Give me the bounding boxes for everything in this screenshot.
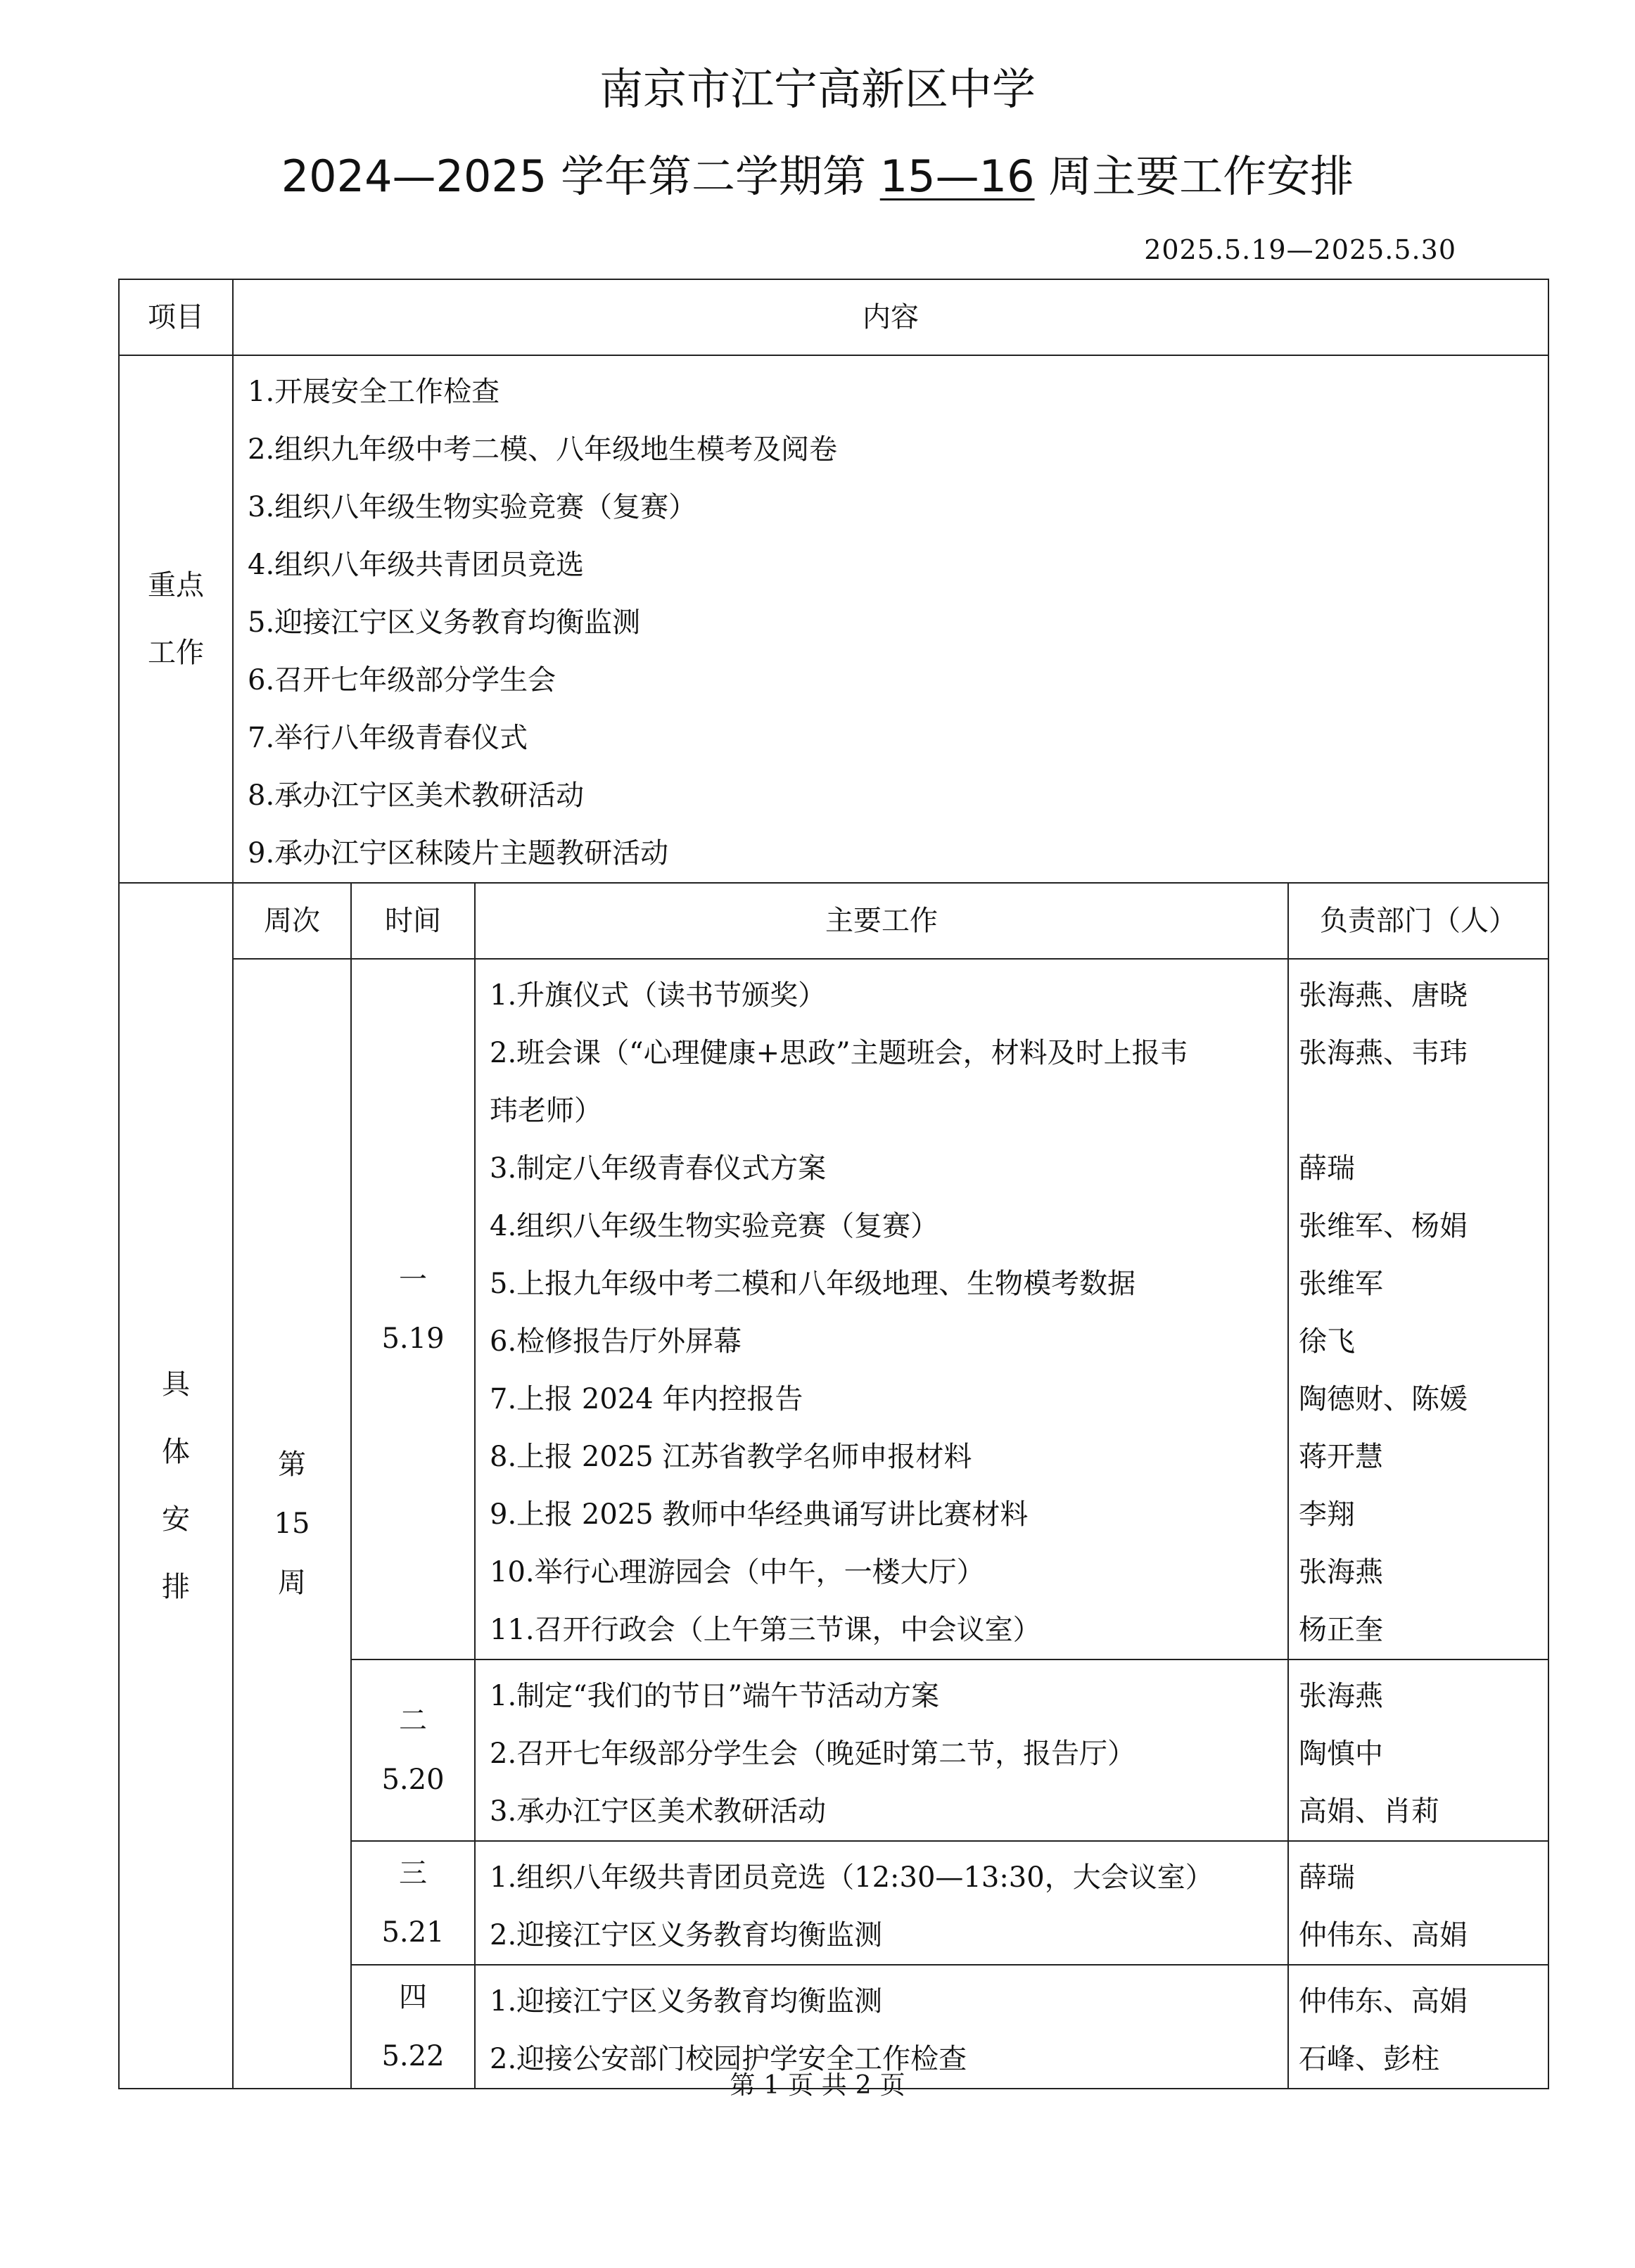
owner-item: 仲伟东、高娟 <box>1299 1985 1468 2018</box>
title-suffix: 周主要工作安排 <box>1034 151 1354 202</box>
list-item: 5.上报九年级中考二模和八年级地理、生物模考数据 <box>490 1268 1136 1300</box>
list-item: 3.承办江宁区美术教研活动 <box>490 1795 827 1828</box>
day-cell <box>351 1841 475 1965</box>
day-row-mon <box>119 959 1548 1659</box>
day-name: 二 <box>399 1705 427 1737</box>
page-prefix: 第 <box>730 2071 756 2100</box>
list-item: 11.召开行政会（上午第三节课，中会议室） <box>490 1614 1041 1646</box>
owner-item: 张维军 <box>1299 1268 1383 1300</box>
owner-item: 陶慎中 <box>1299 1738 1383 1770</box>
day-cell <box>351 959 475 1659</box>
list-item: 2.迎接江宁区义务教育均衡监测 <box>490 1919 883 1951</box>
key-work-label <box>119 355 233 883</box>
day-date: 5.19 <box>381 1323 445 1355</box>
col-week-header: 周次 <box>233 883 351 959</box>
day-name: 一 <box>399 1263 427 1296</box>
owner-item: 薛瑞 <box>1299 1152 1355 1185</box>
list-item: 8.上报 2025 江苏省教学名师申报材料 <box>490 1441 972 1473</box>
work-cell <box>475 1659 1288 1841</box>
owner-item: 石峰、彭柱 <box>1299 2043 1439 2075</box>
list-item: 3.组织八年级生物实验竞赛（复赛） <box>248 491 697 523</box>
title-weeks: 15—16 <box>879 151 1035 202</box>
owner-item <box>1299 1082 1548 1140</box>
week-label <box>233 959 351 2089</box>
list-item: 2.组织九年级中考二模、八年级地生模考及阅卷 <box>248 433 838 466</box>
owner-item: 薛瑞 <box>1299 1861 1355 1894</box>
owner-item: 杨正奎 <box>1299 1614 1383 1646</box>
list-item: 1.制定“我们的节日”端午节活动方案 <box>490 1680 940 1712</box>
page-total: 2 <box>855 2071 872 2100</box>
page-footer <box>0 2068 1635 2103</box>
page-number: 1 <box>763 2071 780 2100</box>
header-row <box>119 279 1548 355</box>
key-work-label-text: 重点 工作 <box>148 569 204 669</box>
list-item: 4.组织八年级共青团员竞选 <box>248 549 585 581</box>
owner-item: 徐飞 <box>1299 1325 1355 1358</box>
owner-item: 蒋开慧 <box>1299 1441 1383 1473</box>
key-work-row <box>119 355 1548 883</box>
list-item: 10.举行心理游园会（中午，一楼大厅） <box>490 1556 985 1588</box>
list-item: 2.召开七年级部分学生会（晚延时第二节，报告厅） <box>490 1738 1136 1770</box>
list-item: 1.开展安全工作检查 <box>248 376 500 408</box>
school-name: 南京市江宁高新区中学 <box>599 63 1036 115</box>
day-date: 5.22 <box>381 2040 445 2072</box>
owner-item: 张海燕 <box>1299 1556 1383 1588</box>
list-item: 4.组织八年级生物实验竞赛（复赛） <box>490 1210 939 1242</box>
owner-item: 仲伟东、高娟 <box>1299 1919 1468 1951</box>
list-item: 2.班会课（“心理健康+思政”主题班会，材料及时上报韦 <box>490 1037 1188 1069</box>
owner-item: 李翔 <box>1299 1498 1355 1531</box>
list-item: 3.制定八年级青春仪式方案 <box>490 1152 827 1185</box>
owner-cell <box>1288 1841 1548 1965</box>
col-time-header: 时间 <box>351 883 475 959</box>
owner-item: 陶德财、陈媛 <box>1299 1383 1468 1415</box>
col-owner-header: 负责部门（人） <box>1288 883 1548 959</box>
owner-item: 张海燕、韦玮 <box>1299 1037 1468 1069</box>
list-item: 8.承办江宁区美术教研活动 <box>248 779 585 812</box>
page-suffix: 页 <box>879 2071 905 2100</box>
day-date: 5.20 <box>381 1764 445 1796</box>
col-work-header: 主要工作 <box>475 883 1288 959</box>
list-item: 9.承办江宁区秣陵片主题教研活动 <box>248 837 669 869</box>
list-item: 2.迎接公安部门校园护学安全工作检查 <box>490 2043 967 2075</box>
list-item: 1.迎接江宁区义务教育均衡监测 <box>490 1985 883 2018</box>
owner-item: 高娟、肖莉 <box>1299 1795 1439 1828</box>
owner-item: 张海燕 <box>1299 1680 1383 1712</box>
document-title <box>0 145 1635 208</box>
list-item: 5.迎接江宁区义务教育均衡监测 <box>248 606 641 639</box>
work-cell <box>475 1841 1288 1965</box>
list-item: 6.检修报告厅外屏幕 <box>490 1325 742 1358</box>
list-item: 7.上报 2024 年内控报告 <box>490 1383 803 1415</box>
detail-label <box>119 883 233 2089</box>
key-work-list <box>233 355 1548 883</box>
detail-label-text: 具 体 安 排 <box>162 1368 190 1603</box>
week-label-text: 第 15 周 <box>274 1448 310 1599</box>
owner-item: 张海燕、唐晓 <box>1299 979 1468 1012</box>
page-mid: 页 共 <box>788 2071 847 2100</box>
day-name: 四 <box>399 1981 427 2013</box>
day-cell <box>351 1659 475 1841</box>
owner-cell <box>1288 1659 1548 1841</box>
col-item-header: 项目 <box>119 279 233 355</box>
work-cell <box>475 959 1288 1659</box>
list-item: 1.升旗仪式（读书节颁奖） <box>490 979 827 1012</box>
owner-item: 张维军、杨娟 <box>1299 1210 1468 1242</box>
list-item: 6.召开七年级部分学生会 <box>248 664 556 696</box>
list-item: 玮老师） <box>490 1095 602 1127</box>
list-item: 9.上报 2025 教师中华经典诵写讲比赛材料 <box>490 1498 1029 1531</box>
day-name: 三 <box>399 1857 427 1890</box>
owner-cell <box>1288 959 1548 1659</box>
detail-header-row <box>119 883 1548 959</box>
day-date: 5.21 <box>381 1916 445 1949</box>
list-item: 1.组织八年级共青团员竞选（12:30—13:30，大会议室） <box>490 1861 1214 1894</box>
date-range: 2025.5.19—2025.5.30 <box>1144 234 1456 265</box>
col-content-header: 内容 <box>233 279 1548 355</box>
title-prefix: 2024—2025 学年第二学期第 <box>281 151 880 202</box>
schedule-table <box>118 279 1549 2089</box>
list-item: 7.举行八年级青春仪式 <box>248 722 528 754</box>
